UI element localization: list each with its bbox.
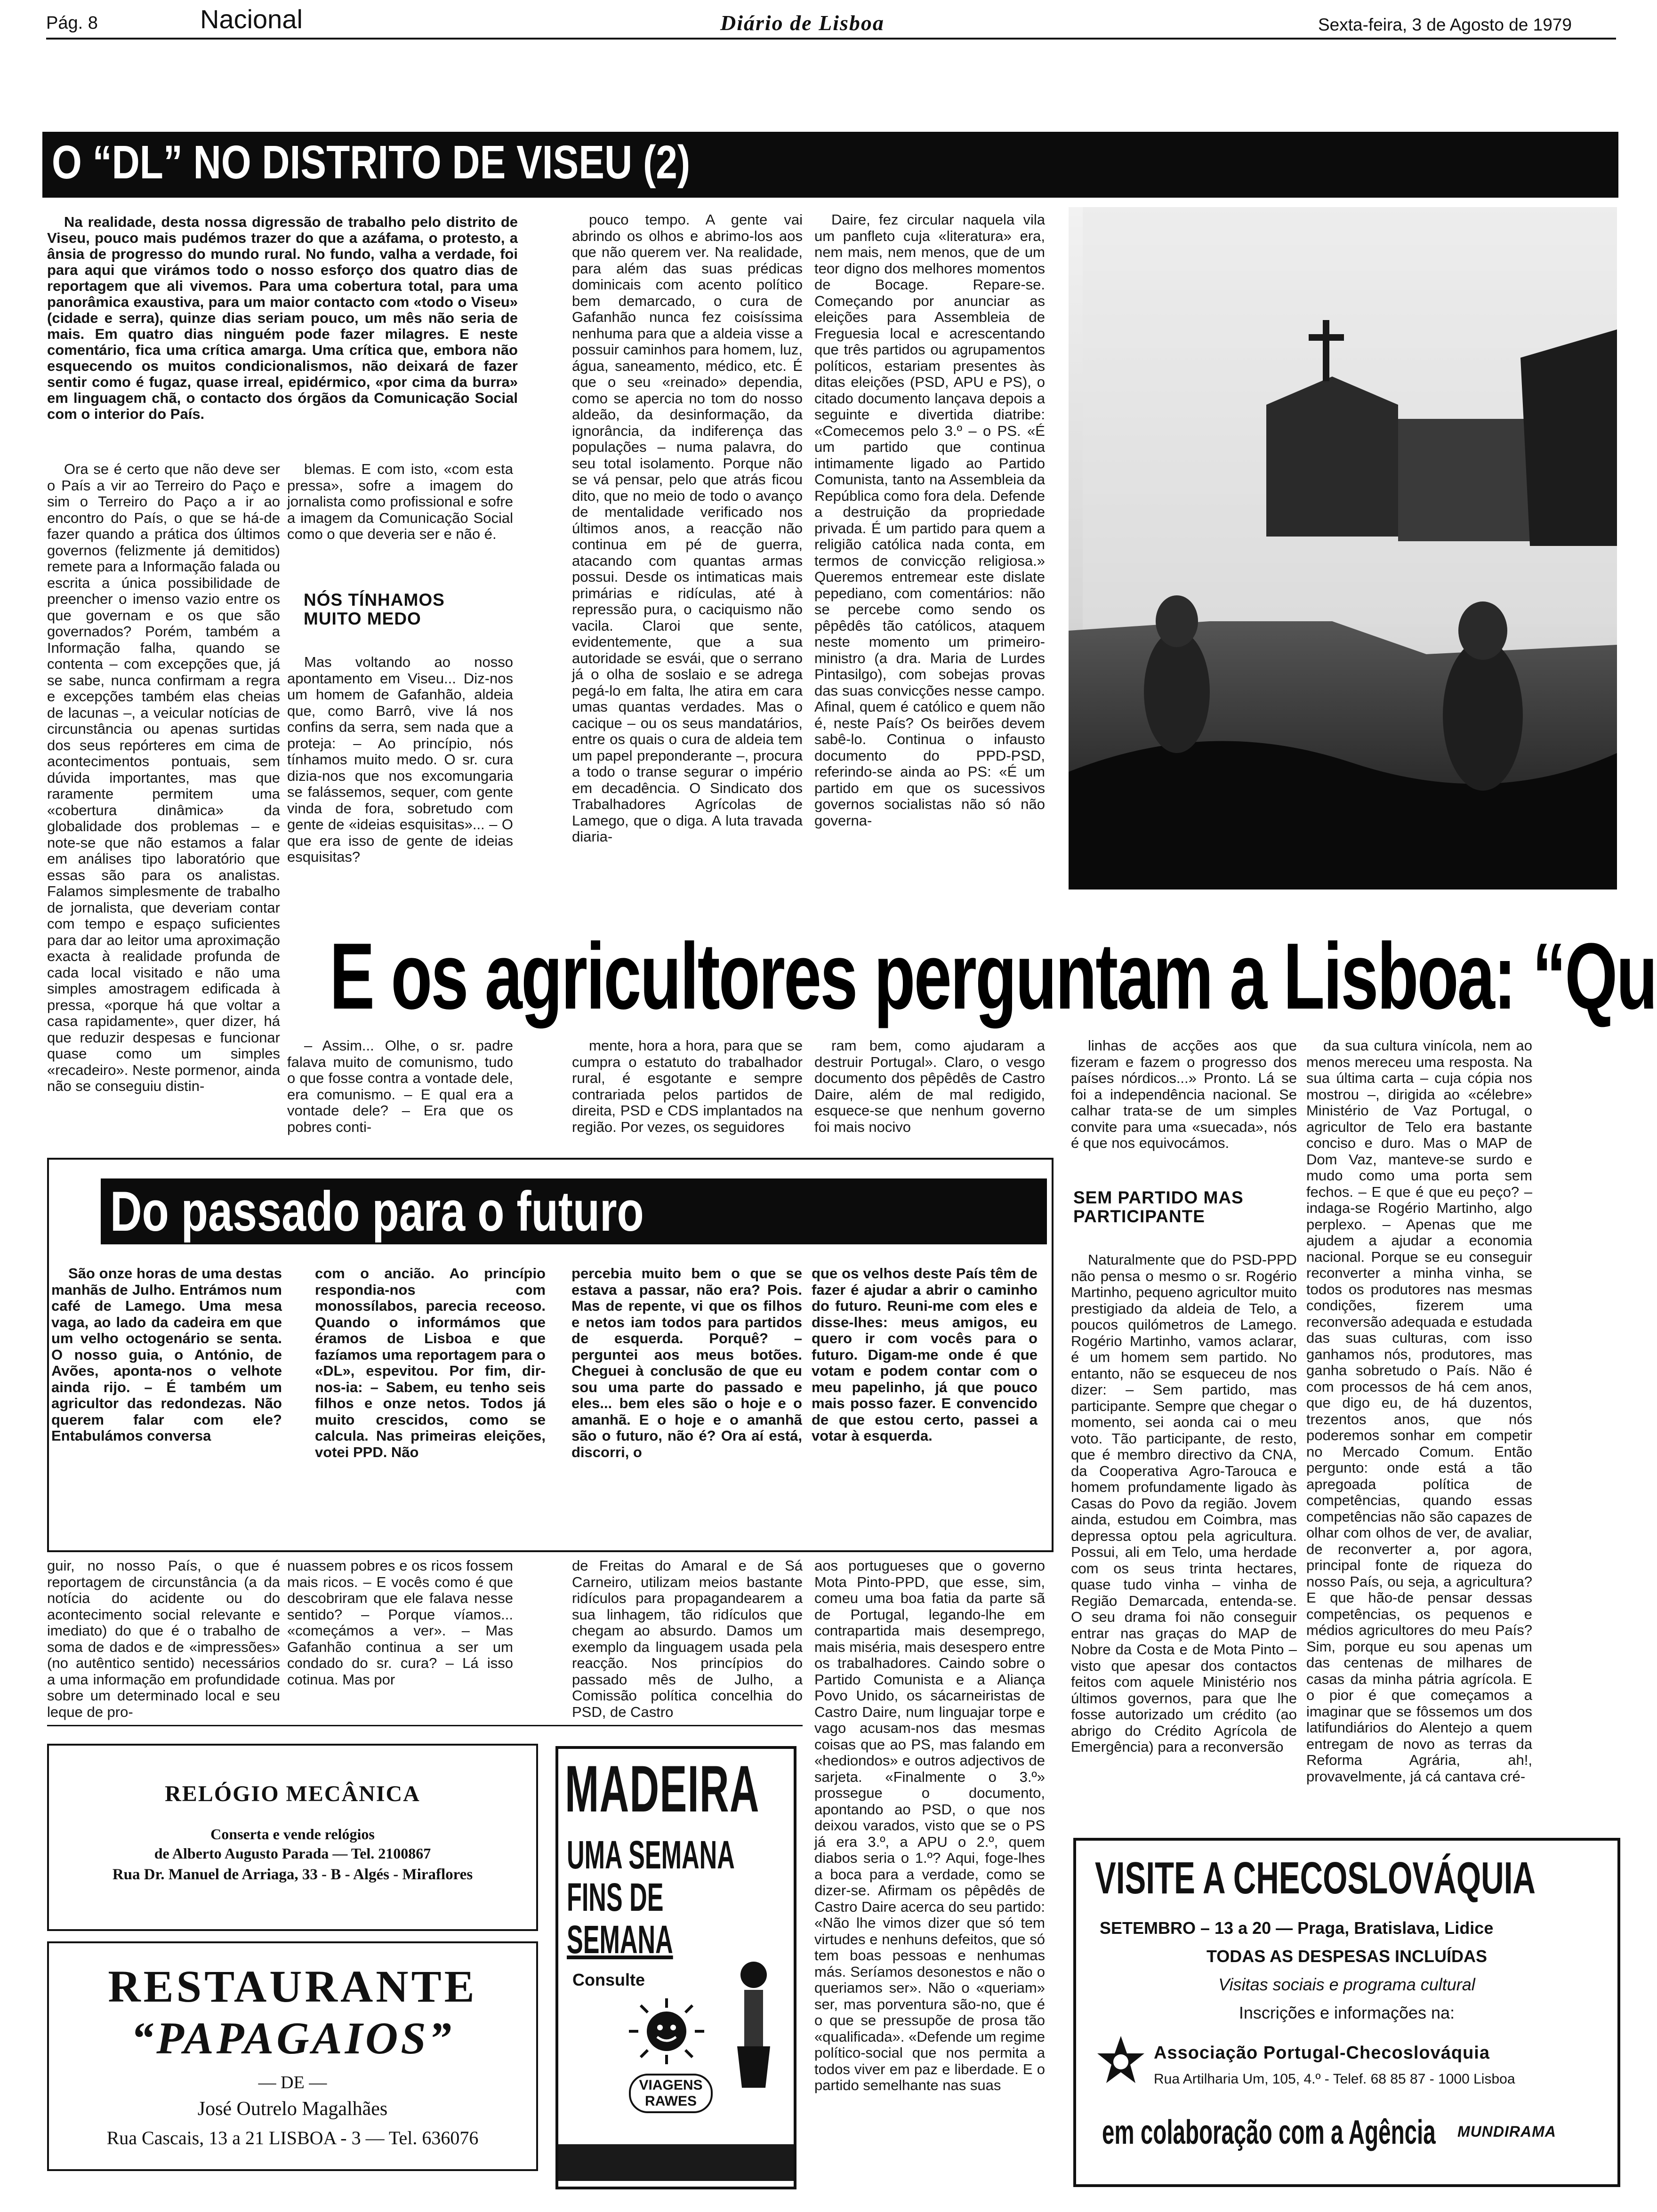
lower-column-2: nuassem pobres e os ricos fossem mais ricos. – E vocês como é que descobriram que ele falava nesse sentido? – Porque víamos... «começámos a ver». – Mas Gafanhão continua a ser um condado do sr. cura? – Lá isso cotinua. Mas por — [287, 1557, 513, 1688]
ad-rest-line2: “PAPAGAIOS” — [131, 2013, 454, 2063]
ad-rest-line4: José Outrelo Magalhães — [197, 2098, 388, 2120]
ad-relogio-line2: de Alberto Augusto Parada — Tel. 2100867 — [154, 1845, 431, 1862]
box-title-bar — [101, 1178, 1047, 1244]
masthead: Diário de Lisboa — [720, 11, 885, 35]
lower-column-1: guir, no nosso País, o que é reportagem de circunstância (a da notícia do acidente ou do acontecimento social relevante e imediato) do que é o trabalho de soma de dados e de «impressões» (no autêntico sentido) necessários a uma informação em profundidade sobre um determinado local e seu leque de pro- — [47, 1557, 280, 1720]
headline-wrap — [0, 924, 1657, 1033]
ad-checo-org: Associação Portugal-Checoslováquia — [1154, 2043, 1490, 2063]
sun-logo-icon — [610, 1994, 723, 2074]
box-column-2: com o ancião. Ao princípio respondia-nos com monossílabos, parecia receoso. Quando o informámos que éramos de Lisboa e que fazíamos uma reportagem para o «DL», espevitou. Por fim, dir-nos-ia: – Sabem, eu tenho seis filhos e onze netos. Todos já muito crescidos, como se calcula. Nas primeiras eleições, votei PPD. Não — [315, 1265, 546, 1460]
ad-checo-line2: TODAS AS DESPESAS INCLUÍDAS — [1206, 1947, 1488, 1966]
ad-checo-title: VISITE A CHECOSLOVÁQUIA — [1095, 1853, 1536, 1903]
header-rule — [46, 38, 1616, 40]
page-number: Pág. 8 — [46, 13, 98, 33]
ad-checo-line1: SETEMBRO – 13 a 20 — Praga, Bratislava, Lidice — [1100, 1918, 1494, 1938]
ad-relogio-line3: Rua Dr. Manuel de Arriaga, 33 - B - Algés - Miraflores — [112, 1866, 473, 1883]
column-2a: blemas. E com isto, «com esta pressa», sofre a imagem do jornalista como profissional e sofre a imagem da Comunicação Social como o que deveria ser e não é. — [287, 461, 513, 542]
column-2b: Mas voltando ao nosso apontamento em Viseu... Diz-nos um homem de Gafanhão, aldeia que, como Barrô, vive lá nos confins da serra, sem nada que a proteja: – Ao princípio, nós tínhamos muito medo. O sr. cura dizia-nos que nos excomungaria se falássemos, sequer, com gente vinda de fora, sobretudo com gente de «ideias esquisitas»... – O que era isso de gente de ideias esquisitas? — [287, 654, 513, 865]
ad-madeira-consulte: Consulte — [572, 1970, 645, 1989]
box-title: Do passado para o futuro — [110, 1180, 644, 1243]
box-passado-futuro — [47, 1158, 1054, 1552]
mid-column-3: ram bem, como ajudaram a destruir Portugal». Claro, o vesgo documento dos pêpêdês de Castro Daire, além de mal redigido, esquece-se que nenhum governo foi mais nocivo — [814, 1037, 1045, 1135]
box-column-1: São onze horas de uma destas manhãs de Julho. Entrámos num café de Lamego. Uma mesa vaga, ao lado da cadeira em que um velho octogenário se senta. O nosso guia, o António, de Avões, aponta-nos o velhote ainda rijo. – É também um agricultor das redondezas. Não querem falar com ele? Entabulámos conversa — [51, 1265, 282, 1444]
ad-rest-line5: Rua Cascais, 13 a 21 LISBOA - 3 — Tel. 636076 — [106, 2127, 479, 2148]
section-name: Nacional — [200, 4, 303, 34]
box-column-3: percebia muito bem o que se estava a passar, não era? Pois. Mas de repente, vi que os filhos e netos iam todos para partidos de esquerda. Porquê? – perguntei aos meus botões. Cheguei à conclusão de que eu sou uma parte do passado e eles... bem eles são o hoje e o amanhã. E o hoje e o amanhã são o futuro, não é? Ora aí está, discorri, o — [571, 1265, 802, 1460]
ad-madeira-title: MADEIRA — [565, 1752, 760, 1826]
column-6: da sua cultura vinícola, nem ao menos mereceu uma resposta. Na sua última carta – cuja cópia nos mostrou –, dirigida ao «célebre» Ministério de Vaz Portugal, o agricultor de Telo era bastante conciso e duro. Mas o MAP de Dom Vaz, manteve-se surdo e mudo como uma porta sem fechos. – E que é que eu peço? – indaga-se Rogério Martinho, algo perplexo. – Apenas que me ajudem a ajudar a economia nacional. Porque se eu conseguir reconverter a minha vinha, se todos os produtores nas mesmas condições, fizerem uma reconversão adequada e estudada das suas culturas, com isso ganhamos nós, produtores, mas ganha sobretudo o País. Não é com processos de há cem anos, que digo eu, de há duzentos, trezentos anos, que nós poderemos sonhar em competir no Mercado Comum. Então pergunto: onde está a tão apregoada política de competências, quando essas competências não são capazes de olhar com olhos de ver, de avaliar, de reconverter a, por agora, principal fonte de riqueza do nosso País, ou seja, a agricultura? E que hão-de pensar dessas competências, os pequenos e médios agricultores do meu País? Sim, porque eu sou apenas um das centenas de milhares de casas da minha pátria agrícola. E o pior é que começamos a imaginar que se fôssemos um dos latifundiários do Alentejo a quem entregam de novo as terras da Reforma Agrária, ah!, provavelmente, já cá cantava cré- — [1306, 1037, 1532, 1785]
lower-column-3: de Freitas do Amaral e de Sá Carneiro, utilizam meios bastante ridículos para propagandearem a sua linhagem, tão ridículos que chegam ao absurdo. Damos um exemplo da linguagem usada pela reacção. Nos princípios do passado mês de Julho, a Comissão política concelhia do PSD, de Castro — [572, 1557, 803, 1720]
intro-text: Na realidade, desta nossa digressão de trabalho pelo distrito de Viseu, pouco mais pudémos trazer do que a azáfama, o protesto, a ânsia de progresso do mundo rural. No fundo, valha a verdade, foi para aqui que virámos todo o nosso esforço dos quatro dias de reportagem que ali vivemos. Para uma cobertura total, para uma panorâmica exaustiva, para um maior contacto com «todo o Viseu» (cidade e serra), quinze dias seriam pouco, um mês não seria de mais. Em quatro dias ninguém pode fazer milagres. E neste comentário, fica uma crítica amarga. Uma crítica que, embora não esquecendo os muitos condicionalismos, não deixará de fazer sentir como é fugaz, quase irreal, epidérmico, «por cima da burra» em linguagem chã, o contacto dos órgãos da Comunicação Social com o interior do País. — [47, 214, 518, 422]
ad-restaurante-papagaios — [47, 1941, 538, 2171]
star-logo-icon — [1095, 2034, 1147, 2090]
subhead-nos-tinhamos: NÓS TÍNHAMOS MUITO MEDO — [304, 590, 445, 628]
ad-rest-line3: — DE — — [258, 2073, 327, 2092]
person-figure-icon — [728, 1947, 780, 2088]
mid-column-4: linhas de acções aos que fizeram e fazem o progresso dos países nórdicos...» Pronto. Lá se foi a independência nacional. Se calhar trata-se de um simples convite para uma «suecada», nós é que nos equivocámos. — [1071, 1037, 1297, 1151]
ad-madeira-brand1: VIAGENS — [639, 2077, 703, 2093]
ad-checo-agency: MUNDIRAMA — [1457, 2123, 1556, 2140]
ad-checoslovaquia — [1073, 1838, 1620, 2187]
issue-date: Sexta-feira, 3 de Agosto de 1979 — [1318, 15, 1572, 34]
mid-column-1: – Assim... Olhe, o sr. padre falava muito de comunismo, tudo o que fosse contra a vontade dele, era comunismo. – E qual era a vontade dele? – Era que os pobres conti- — [287, 1037, 513, 1135]
ad-madeira-line2: FINS DE — [567, 1875, 664, 1919]
ad-madeira-figure — [728, 1947, 780, 2088]
series-title: O “DL” NO DISTRITO DE VISEU (2) — [52, 136, 691, 189]
ads-rule — [47, 1725, 803, 1726]
column-4: Daire, fez circular naquela vila um panfleto cuja «literatura» era, nem mais, nem menos, que de um teor digno dos melhores momentos de Bocage. Repare-se. Começando por anunciar as eleições para Assembleia de Freguesia local e acrescentando que três partidos ou agrupamentos políticos, estariam presentes às ditas eleições (PSD, APU e PS), o citado documento lançava depois a seguinte e divertida diatribe: «Comecemos pelo 3.º – o PS. «É um partido que continua intimamente ligado ao Partido Comunista, tanto na Assembleia da República como fora dela. Defende a destruição da propriedade privada. É um partido para quem a religião católica nada conta, em termos de convicção religiosa.» Queremos entremear este dislate pepediano, com comentários: não se percebe como sendo os pêpêdês tão católicos, ataquem neste momento um primeiro-ministro (a dra. Maria de Lurdes Pintasilgo), com sobejas provas das suas convicções nesse campo. Afinal, quem é católico e quem não é, neste País? Os beirões devem sabê-lo. Continua o infausto documento do PPD-PSD, referindo-se ainda ao PS: «É um partido em que os sucessivos governos socialistas não só não governa- — [814, 211, 1045, 829]
ad-madeira-line1: UMA SEMANA — [567, 1833, 735, 1877]
photo-chapel-landscape — [1069, 207, 1617, 890]
lower-column-4: aos portugueses que o governo Mota Pinto-PPD, que esse, sim, comeu uma boa fatia da parte sã de Portugal, legando-lhe em contrapartida mais desemprego, mais miséria, mais desespero entre os trabalhadores. Caindo sobre o Partido Comunista e a Aliança Povo Unido, os sácarneiristas de Castro Daire, num linguajar torpe e vago acusam-nos das mesmas coisas que ao PS, mas falando em «hediondos» e outros adjectivos de sarjeta. «Finalmente o 3.º» prossegue o documento, apontando ao PSD, o que nos deixou varados, visto que se o PS já era 3.º, a APU o 2.º, quem diabos seria o 1.º? Aqui, foge-lhes a boca para a verdade, como se dizer-se. Afirmam os pêpêdês de Castro Daire acerca do seu partido: «Não lhe vimos dizer que só tem virtudes e nenhuns defeitos, que só tem boas pessoas e nenhumas más. Seríamos desonestos e não o queriamos ser». Não o «queriam» ser, mas porventura são-no, que é o que se pressupõe de prosa tão «qualificada». «Defende um regime político-social que nos permita a todos viver em paz e liberdade. E o partido semelhante nas suas — [814, 1557, 1045, 2093]
ad-checo-line3: Visitas sociais e programa cultural — [1218, 1975, 1475, 1994]
ad-madeira-footer — [558, 2144, 794, 2181]
column-1: Ora se é certo que não deve ser o País a vir ao Terreiro do Paço e sim o Terreiro do Paço a ir ao encontro do País, o que se há-de fazer quando a prática dos últimos governos (felizmente já demitidos) remete para a Informação falada ou escrita a única possibilidade de preencher o imenso vazio entre os que governam e os que são governados? Porém, também a Informação falha, quando se contenta – com excepções que, já se sabe, nunca confirmam a regra e excepções também elas cheias de lacunas –, a veicular notícias de circunstância ou apenas surtidas dos seus repórteres em cima de acontecimentos pontuais, sem dúvida importantes, mas que raramente permitem uma «cobertura dinâmica» da globalidade dos problemas – e note-se que não estamos a falar em análises tipo laboratório que essas são para os analistas. Falamos simplesmente de trabalho de jornalista, que deveriam contar com tempo e espaço suficientes para dar ao leitor uma aproximação exacta à realidade profunda de cada local visitado e não uma simples amostragem edificada à pressa, «porque há que voltar a casa rapidamente», quer dizer, há que reduzir despesas e funcionar quase como um simples «recadeiro». Neste pormenor, ainda não se conseguiu distin- — [47, 461, 280, 1094]
ad-madeira-line3: SEMANA — [567, 1917, 673, 1962]
ad-checo-addr: Rua Artilharia Um, 105, 4.º - Telef. 68 85 87 - 1000 Lisboa — [1154, 2071, 1515, 2087]
ad-madeira-brand2: RAWES — [644, 2093, 697, 2109]
ad-checo-line4: Inscrições e informações na: — [1239, 2003, 1455, 2022]
column-3: pouco tempo. A gente vai abrindo os olhos e abrimo-los aos que não querem ver. Na realidade, para além das suas prédicas dominicais com acento político bem demarcado, o cura de Gafanhão nunca fez coisíssima nenhuma para que a aldeia visse a possuir caminhos para homem, luz, água, saneamento, médico, etc. É que o seu «reinado» dependia, como se apercia no tom do nosso aldeão, da desinformação, da ignorância, da indiferença das populações – numa palavra, do seu total isolamento. Porque não se vá pensar, pelo que atrás ficou dito, que no meio de todo o avanço de mentalidade verificado nos últimos anos, a reacção não continua em pé de guerra, atacando com quantas armas possui. Desde os intimaticas mais primárias e ridículas, até à repressão pura, o caciquismo não vacila. Claroi que sente, evidentemente, que a sua autoridade se esvái, que o serrano já o olha de soslaio e se adrega pegá-lo em falta, lhe atira em cara umas quantas verdades. Mas o cacique – ou os seus mandatários, entre os quais o cura de aldeia tem um papel preponderante –, procura a todo o transe segurar o império em decadência. O Sindicato dos Trabalhadores Agrícolas de Lamego, que o diga. A luta travada diaria- — [572, 211, 803, 845]
ad-checo-collab: em colaboração com a Agência — [1102, 2114, 1436, 2151]
photo-graphic — [1069, 207, 1617, 890]
mid-column-2: mente, hora a hora, para que se cumpra o estatuto do trabalhador rural, é esgotante e sempre contrariada pelos partidos de direita, PSD e CDS implantados na região. Por vezes, os seguidores — [572, 1037, 803, 1135]
ad-madeira-brand — [629, 2074, 713, 2113]
subhead-sem-partido: SEM PARTIDO MAS PARTICIPANTE — [1073, 1188, 1244, 1226]
column-5: Naturalmente que do PSD-PPD não pensa o mesmo o sr. Rogério Martinho, pequeno agricultor muito prestigiado da aldeia de Telo, a poucos quilómetros de Lamego. Rogério Martinho, vamos aclarar, é um homem sem partido. No entanto, não se esqueceu de nos dizer: – Sem partido, mas participante. Sempre que chegar o momento, sei aonda cai o meu voto. Tão participante, de resto, que é membro directivo da CNA, da Cooperativa Agro-Tarouca e homem profundamente ligado às Casas do Povo da região. Jovem ainda, estudou em Coimbra, mas depressa optou pela agricultura. Possui, ali em Telo, uma herdade com os seus trinta hectares, quase tudo vinha – vinha de Região Demarcada, entenda-se. O seu drama foi não conseguir entrar nas graças do MAP de Nobre da Costa e de Mota Pinto – visto que apesar dos contactos feitos com aquele Ministério nos últimos governos, para que lhe fosse autorizado um crédito (ao abrigo do Crédito Agrícola de Emergência) para a reconversão — [1071, 1251, 1297, 1755]
box-column-4: que os velhos deste País têm de fazer é ajudar a abrir o caminho do futuro. Reuni-me com eles e disse-lhes: meus amigos, eu quero ir com vocês para o futuro. Digam-me onde é que votam e podem contar com o meu papelinho, já que pouco mais posso fazer. E convencido de que estou certo, passei a votar à esquerda. — [812, 1265, 1038, 1444]
ad-madeira — [555, 1746, 796, 2189]
headline: E os agricultores perguntam a Lisboa: “Qu — [330, 924, 1657, 1029]
ad-relogio-mecanica — [47, 1744, 538, 1931]
ad-relogio-line1: Conserta e vende relógios — [210, 1826, 375, 1843]
series-title-bar — [42, 132, 1618, 198]
ad-rest-line1: RESTAURANTE — [108, 1961, 477, 2012]
ad-relogio-title: RELÓGIO MECÂNICA — [165, 1781, 420, 1806]
